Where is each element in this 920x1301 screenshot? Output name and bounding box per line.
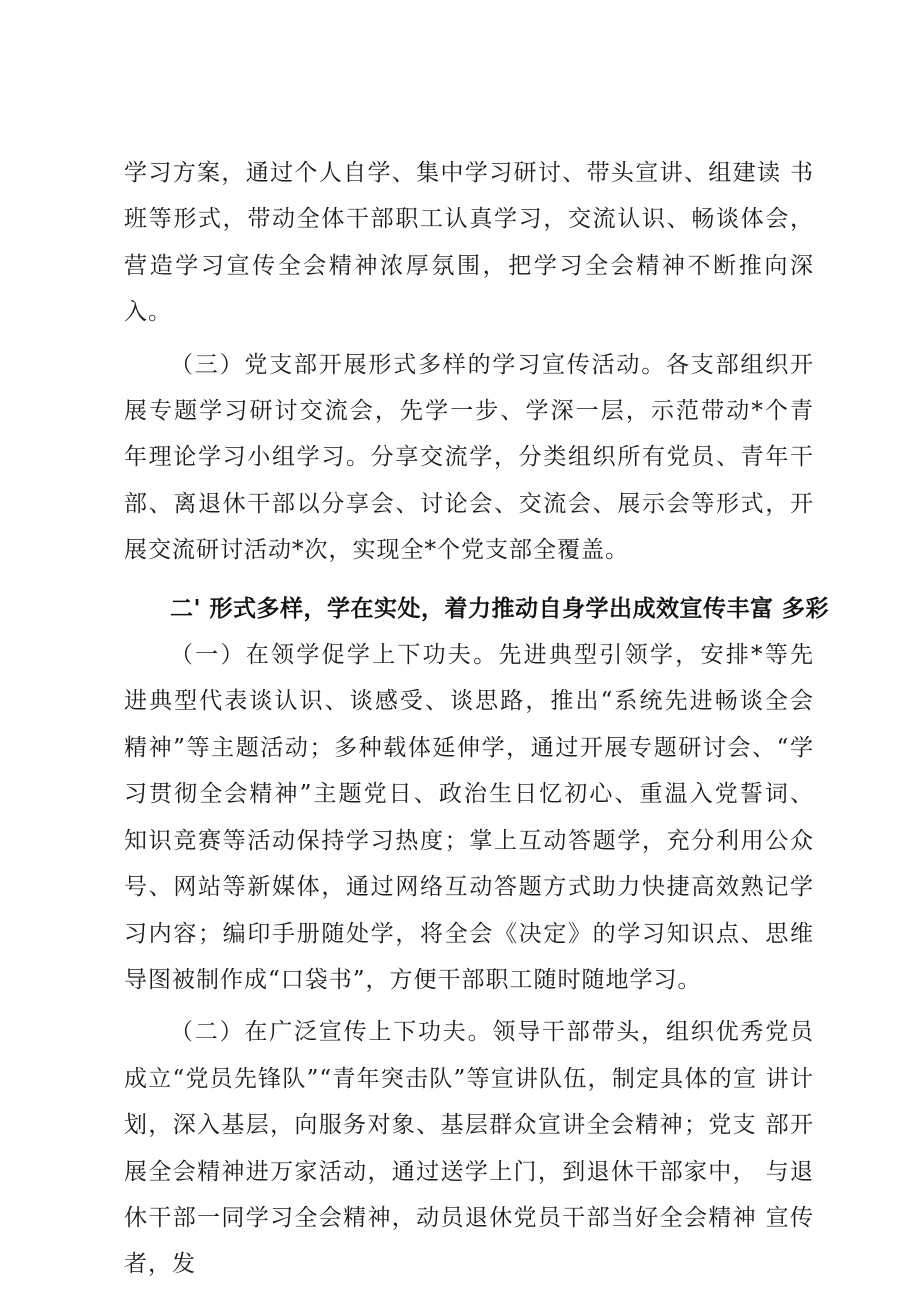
paragraph-leading-study: （一）在领学促学上下功夫。先进典型引领学，安排*等先 进典型代表谈认识、谈感受、谈思路，推出“系统先进畅谈全会 精神”等主题活动；多种载体延伸学，通过开展专题研讨会、“学 习贯彻全会精神”主题党日、政治生日忆初心、重温入党誓词、 知识竞赛等活动保持学习热度；掌上互动答题学，充分利用公众 号、网站等新媒体，通过网络互动答题方式助力快捷高效熟记学 习内容；编印手册随处学，将全会《决定》的学习知识点、思维 导图被制作成“口袋书”，方便干部职工随时随地学习。 xyxy=(124,642,814,993)
paragraph-broad-publicity: （二）在广泛宣传上下功夫。领导干部带头，组织优秀党员 成立“党员先锋队”“青年突击队”等宣讲队伍，制定具体的宣 讲计划，深入基层，向服务对象、基层群众宣讲全会精神；党支 部开展全会精神进万家活动，通过送学上门，到退休干部家中， 与退休干部一同学习全会精神，动员退休党员干部当好全会精神 宣传者，发 xyxy=(124,1019,814,1278)
paragraph-continuation: 学习方案，通过个人自学、集中学习研讨、带头宣讲、组建读 书班等形式，带动全体干部职工认真学习，交流认识、畅谈体会，营造学习宣传全会精神浓厚氛围，把学习全会精神不断推向深 入。 xyxy=(124,160,814,326)
section-heading-two: 二' 形式多样，学在实处，着力推动自身学出成效宣传丰富 多彩 xyxy=(170,595,830,622)
document-body xyxy=(124,150,830,1288)
paragraph-party-branch-activities: （三）党支部开展形式多样的学习宣传活动。各支部组织开 展专题学习研讨交流会，先学一步、学深一层，示范带动*个青 年理论学习小组学习。分享交流学，分类组织所有党员、青年干 部、离退休干部以分享会、讨论会、交流会、展示会等形式，开 展交流研讨活动*次，实现全*个党支部全覆盖。 xyxy=(124,351,814,564)
